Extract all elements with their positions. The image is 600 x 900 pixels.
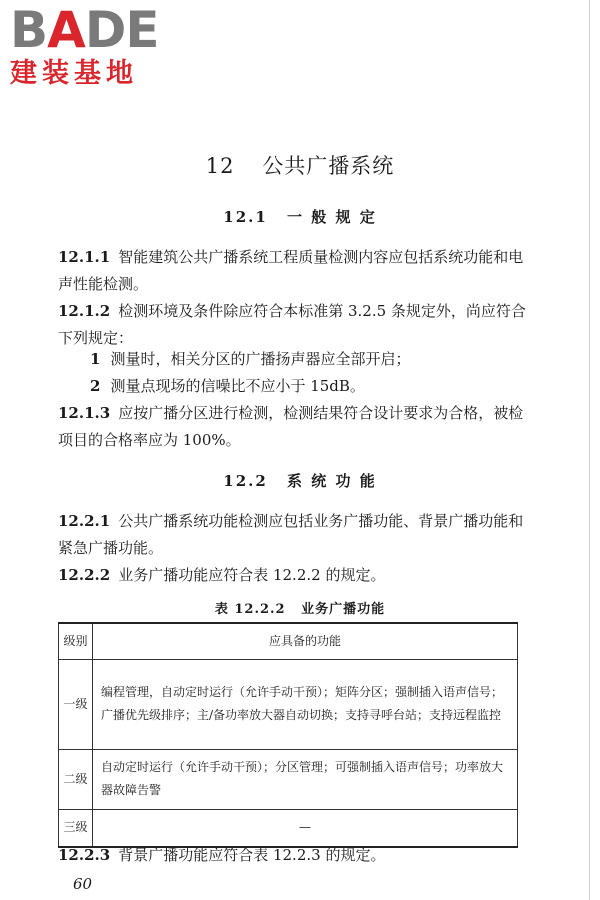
table-row: [59, 659, 518, 749]
chapter-number: 12: [205, 154, 235, 178]
clause-number: 12.2.3: [58, 846, 111, 864]
table-cell-level: 一级: [59, 659, 93, 749]
chapter-title: [0, 150, 600, 180]
chapter-name: 公共广播系统: [262, 154, 395, 178]
clause-number: 12.1.1: [58, 248, 111, 266]
clause-number: 12.2.1: [58, 512, 111, 530]
clause-number: 12.2.2: [58, 566, 111, 584]
table-header-cell: 应具备的功能: [93, 623, 518, 659]
clause-text: 智能建筑公共广播系统工程质量检测内容应包括系统功能和电声性能检测。: [58, 248, 524, 293]
clause-text: 检测环境及条件除应符合本标准第 3.2.5 条规定外，尚应符合下列规定：: [58, 302, 526, 347]
function-table: [58, 622, 518, 848]
clause-12-1-3: [58, 400, 528, 454]
clause-text: 业务广播功能应符合表 12.2.2 的规定。: [118, 566, 386, 584]
table-cell-functions: 自动定时运行（允许手动干预）；分区管理；可强制插入语声信号；功率放大器故障告警: [93, 749, 518, 809]
list-item: 2 测量点现场的信噪比不应小于 15dB。: [90, 377, 365, 395]
clause-text: 公共广播系统功能检测应包括业务广播功能、背景广播功能和紧急广播功能。: [58, 512, 524, 557]
clause-12-1-2: [58, 298, 528, 352]
clause-12-2-1: [58, 508, 528, 562]
brand-logo: [10, 1, 159, 90]
clause-text: 背景广播功能应符合表 12.2.3 的规定。: [118, 846, 386, 864]
logo-subtitle: 建装基地: [10, 58, 138, 89]
table-cell-level: 二级: [59, 749, 93, 809]
page-edge: [589, 0, 590, 900]
clause-text: 应按广播分区进行检测，检测结果符合设计要求为合格，被检项目的合格率应为 100%。: [58, 404, 524, 449]
table-cell-level: 三级: [59, 809, 93, 847]
clause-number: 12.1.2: [58, 302, 111, 320]
table-cell-functions: —: [93, 809, 518, 847]
page-number: 60: [73, 875, 93, 893]
table-header-cell: 级别: [59, 623, 93, 659]
table-row: [59, 749, 518, 809]
logo-wordmark: BADE: [10, 1, 159, 59]
table-header-row: [59, 623, 518, 659]
clause-12-2-3: [58, 842, 528, 869]
table-cell-functions: 编程管理，自动定时运行（允许手动干预）；矩阵分区；强制插入语声信号；广播优先级排序；主/备功率放大器自动切换；支持寻呼台站；支持远程监控: [93, 659, 518, 749]
clause-number: 12.1.3: [58, 404, 111, 422]
clause-12-1-1: [58, 244, 528, 298]
clause-12-2-2: [58, 562, 528, 589]
table-caption: 表 12.2.2 业务广播功能: [214, 602, 386, 617]
section-title-12-2: 12.2 系 统 功 能: [223, 472, 377, 490]
section-title-12-1: 12.1 一 般 规 定: [223, 208, 377, 226]
list-item: 1 测量时，相关分区的广播扬声器应全部开启；: [90, 350, 411, 368]
